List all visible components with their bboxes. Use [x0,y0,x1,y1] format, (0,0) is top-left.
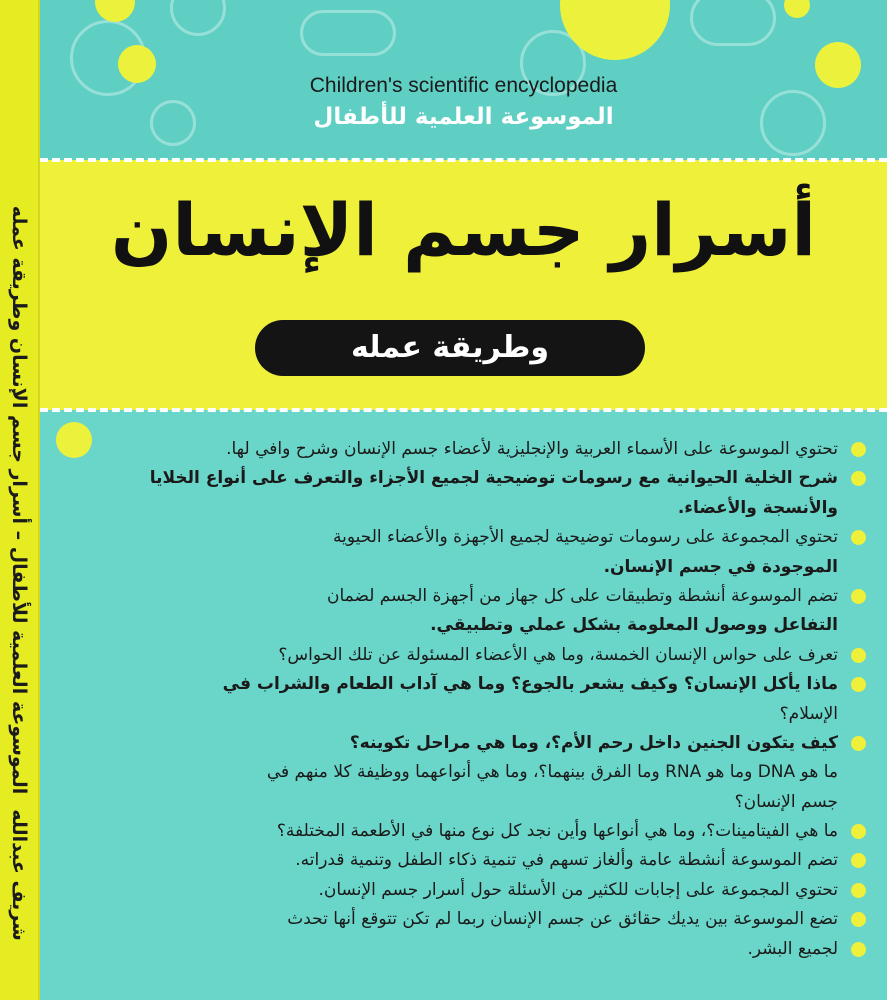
list-line: تحتوي المجموعة على رسومات توضيحية لجميع الأجهزة والأعضاء الحيوية [332,527,838,548]
list-line: ماذا يأكل الإنسان؟ وكيف يشعر بالجوع؟ وما هي آداب الطعام والشراب في [222,674,838,695]
list-item [108,523,838,582]
list-item [108,876,838,905]
series-title-english: Children's scientific encyclopedia [309,74,618,97]
list-line: والأنسجة والأعضاء. [677,497,838,518]
bullet-icon [851,824,866,839]
yellow-decor-circle [56,422,92,458]
pattern-circle-icon [170,0,226,36]
bullet-icon [851,648,866,663]
list-line: التفاعل ووصول المعلومة بشكل عملي وتطبيقي. [430,615,838,636]
bullet-icon [851,442,866,457]
list-line: تضم الموسوعة أنشطة وتطبيقات على كل جهاز من أجهزة الجسم لضمان [326,585,838,606]
list-item [108,935,838,964]
list-line: شرح الخلية الحيوانية مع رسومات توضيحية لجميع الأجزاء والتعرف على أنواع الخلايا [149,468,838,489]
list-line: تضم الموسوعة أنشطة عامة وألغاز تسهم في تنمية ذكاء الطفل وتنمية قدراته. [295,850,838,871]
list-line: تضع الموسوعة بين يديك حقائق عن جسم الإنسان ربما لم تكن تتوقع أنها تحدث [287,909,838,930]
spine-author: شريف عبدالله [8,809,30,941]
bullet-icon [851,677,866,692]
book-spine [0,0,40,1000]
list-line: ما هو DNA وما هو RNA وما الفرق بينهما؟، وما هي أنواعهما ووظيفة كلا منهم في [266,762,838,783]
list-line: تحتوي المجموعة على إجابات للكثير من الأسئلة حول أسرار جسم الإنسان. [318,879,838,900]
dashed-divider [40,408,887,412]
list-item [108,641,838,670]
list-item [108,670,838,729]
list-item [108,435,838,464]
spine-title: الموسوعة العلمية للأطفال – أسرار جسم الإنسان وطريقة عمله [8,205,30,795]
list-line: لجميع البشر. [747,938,838,959]
list-item [108,846,838,875]
list-item [108,729,838,758]
list-item [108,817,838,846]
list-item [108,758,838,817]
list-line: جسم الإنسان؟ [734,791,838,812]
pattern-shape-icon [690,0,776,46]
bullet-icon [851,883,866,898]
bullet-icon [851,530,866,545]
list-line: الإسلام؟ [779,703,838,724]
list-item [108,464,838,523]
list-line: الموجودة في جسم الإنسان. [603,556,838,577]
dashed-divider [40,158,887,162]
bullet-icon [851,471,866,486]
bullet-icon [851,912,866,927]
book-subtitle: وطريقة عمله [255,320,645,376]
list-line: ما هي الفيتامينات؟، وما هي أنواعها وأين نجد كل نوع منها في الأطعمة المختلفة؟ [276,821,838,842]
book-title: أسرار جسم الإنسان [110,188,817,272]
bullet-icon [851,853,866,868]
bullet-icon [851,589,866,604]
bullet-icon [851,736,866,751]
list-line: كيف يتكون الجنين داخل رحم الأم؟، وما هي مراحل تكوينه؟ [349,732,838,753]
list-item [108,582,838,641]
feature-list [108,435,838,964]
bullet-icon [851,942,866,957]
list-line: تعرف على حواس الإنسان الخمسة، وما هي الأعضاء المسئولة عن تلك الحواس؟ [278,644,838,665]
series-title-arabic: الموسوعة العلمية للأطفال [313,104,614,130]
pattern-shape-icon [300,10,396,56]
list-line: تحتوي الموسوعة على الأسماء العربية والإنجليزية لأعضاء جسم الإنسان وشرح وافي لها. [226,439,838,459]
list-item [108,905,838,934]
